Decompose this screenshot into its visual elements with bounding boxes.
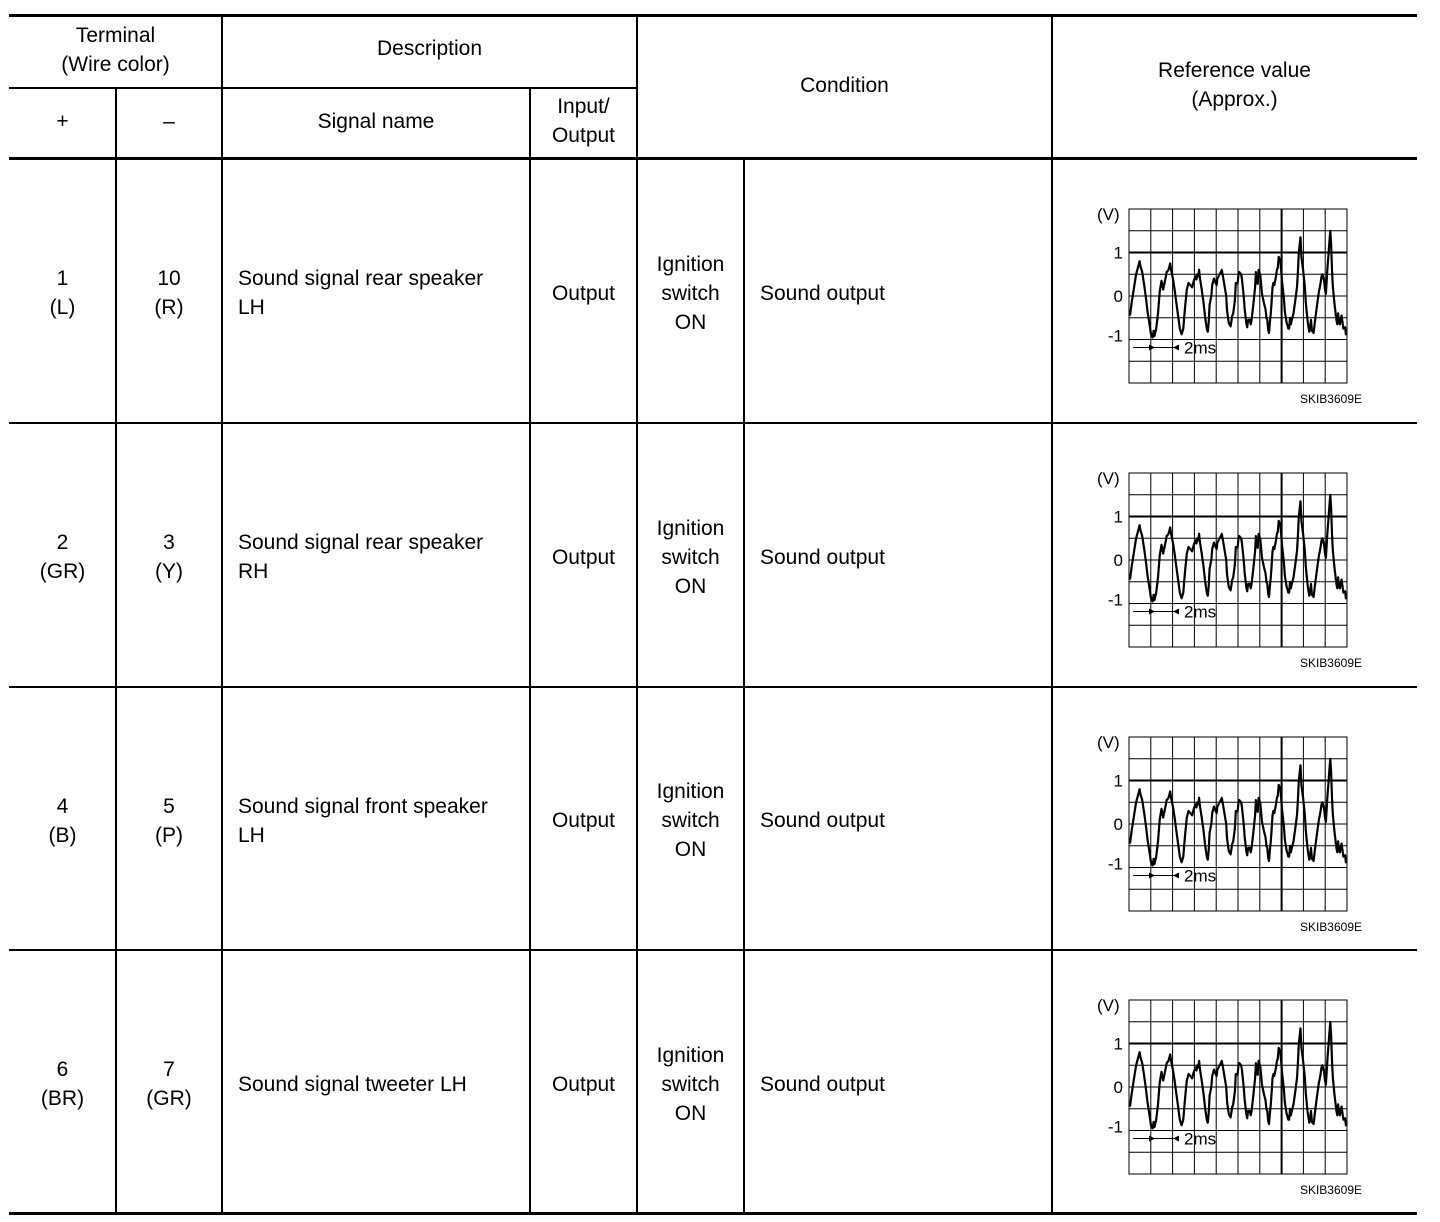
header-reference-line-1: Reference value — [1158, 59, 1311, 82]
condition-line-3: ON — [674, 310, 707, 334]
col-divider-condition — [636, 15, 638, 1213]
signal-name-line-2: RH — [238, 560, 269, 583]
col-divider-signal — [529, 87, 531, 1213]
waveform-time-arrow-left — [1149, 345, 1155, 351]
waveform-y-tick: -1 — [1107, 590, 1123, 610]
waveform-figure-id: SKIB3609E — [1299, 1183, 1362, 1197]
waveform-figure — [1052, 423, 1412, 673]
header-divider — [9, 87, 638, 89]
input-output: Output — [551, 809, 616, 832]
terminal-plus-line-1: 4 — [56, 794, 69, 818]
input-output: Output — [551, 281, 616, 305]
condition-line-3: ON — [674, 838, 707, 861]
condition-line-1: Ignition — [656, 252, 725, 276]
condition-line-1: Ignition — [656, 516, 725, 540]
signal-name-line-2: LH — [238, 296, 265, 319]
waveform-y-unit: (V) — [1097, 733, 1120, 752]
waveform-y-unit: (V) — [1097, 996, 1120, 1015]
condition-line-1: Ignition — [656, 1043, 725, 1067]
condition-line-2: switch — [661, 545, 720, 569]
terminal-minus-line-2: (GR) — [146, 1087, 192, 1110]
header-reference-line-2: (Approx.) — [1191, 88, 1278, 111]
terminal-plus-line-2: (L) — [49, 296, 76, 319]
waveform-time-label: 2ms — [1184, 602, 1217, 622]
terminal-plus-line-2: (GR) — [39, 560, 86, 583]
header-minus: – — [163, 109, 175, 133]
condition-state: Sound output — [760, 281, 885, 305]
header-plus: + — [56, 109, 69, 133]
waveform-y-tick: -1 — [1107, 1117, 1123, 1137]
condition-line-3: ON — [674, 574, 707, 598]
input-output: Output — [551, 545, 616, 569]
condition-line-3: ON — [674, 1101, 707, 1125]
waveform-y-unit: (V) — [1097, 469, 1120, 488]
waveform-time-arrow-left — [1149, 1136, 1155, 1142]
waveform-y-tick: 0 — [1113, 551, 1123, 570]
terminal-minus-line-1: 10 — [157, 267, 181, 290]
condition-line-2: switch — [661, 281, 720, 305]
waveform-time-arrow-right — [1173, 609, 1179, 615]
waveform-time-label: 2ms — [1184, 1129, 1217, 1149]
terminal-minus-line-1: 3 — [163, 531, 175, 554]
condition-line-2: switch — [661, 1072, 720, 1096]
condition-state: Sound output — [760, 1072, 885, 1096]
header-input-output-line-2: Output — [551, 124, 616, 147]
waveform-y-tick: 1 — [1113, 771, 1123, 791]
waveform-time-arrow-right — [1173, 873, 1179, 879]
waveform-figure-id: SKIB3609E — [1299, 920, 1362, 934]
condition-state: Sound output — [760, 545, 885, 569]
terminal-minus-line-2: (Y) — [155, 560, 183, 583]
terminal-plus-line-1: 1 — [56, 267, 69, 290]
waveform-figure-id: SKIB3609E — [1299, 656, 1362, 670]
waveform-time-arrow-left — [1149, 609, 1155, 615]
terminal-plus-line-1: 2 — [56, 531, 69, 554]
terminal-minus-line-1: 5 — [163, 794, 175, 818]
waveform-y-unit: (V) — [1097, 205, 1120, 224]
waveform-figure — [1052, 159, 1412, 409]
header-condition: Condition — [800, 73, 889, 97]
waveform-y-tick: 1 — [1113, 243, 1123, 263]
waveform-figure-id: SKIB3609E — [1299, 392, 1362, 406]
signal-name-line-1: Sound signal rear speaker — [238, 531, 484, 554]
terminal-plus-line-2: (BR) — [40, 1087, 85, 1110]
waveform-figure — [1052, 950, 1412, 1200]
condition-line-1: Ignition — [656, 780, 725, 803]
waveform-y-tick: -1 — [1107, 854, 1123, 874]
signal-name-line-1: Sound signal rear speaker — [238, 267, 484, 290]
header-description: Description — [376, 36, 483, 60]
waveform-time-arrow-right — [1173, 345, 1179, 351]
terminal-minus-line-2: (R) — [154, 296, 184, 319]
waveform-time-label: 2ms — [1184, 338, 1217, 358]
waveform-y-tick: 0 — [1113, 815, 1123, 834]
terminal-plus-line-2: (B) — [48, 823, 77, 847]
condition-state: Sound output — [760, 809, 885, 832]
signal-name: Sound signal tweeter LH — [238, 1072, 467, 1096]
waveform-y-tick: 0 — [1113, 1078, 1123, 1097]
signal-name-line-2: LH — [238, 823, 265, 847]
col-divider-terminal — [115, 87, 117, 1213]
terminal-plus-line-1: 6 — [56, 1058, 69, 1081]
header-signal-name: Signal name — [317, 109, 435, 133]
waveform-figure — [1052, 687, 1412, 937]
condition-line-2: switch — [661, 809, 720, 832]
waveform-y-tick: 1 — [1113, 1034, 1123, 1054]
signal-name-line-1: Sound signal front speaker — [238, 794, 488, 818]
header-input-output-line-1: Input/ — [557, 95, 610, 118]
waveform-y-tick: -1 — [1107, 326, 1123, 346]
waveform-time-arrow-right — [1173, 1136, 1179, 1142]
header-terminal-line-1: Terminal — [75, 24, 156, 47]
terminal-minus-line-2: (P) — [155, 823, 183, 847]
header-terminal-line-2: (Wire color) — [61, 53, 170, 76]
waveform-y-tick: 0 — [1113, 287, 1123, 306]
terminal-minus-line-1: 7 — [163, 1058, 175, 1081]
waveform-y-tick: 1 — [1113, 507, 1123, 527]
input-output: Output — [551, 1072, 616, 1096]
waveform-time-label: 2ms — [1184, 866, 1217, 886]
waveform-time-arrow-left — [1149, 873, 1155, 879]
col-divider-description — [221, 15, 223, 1213]
